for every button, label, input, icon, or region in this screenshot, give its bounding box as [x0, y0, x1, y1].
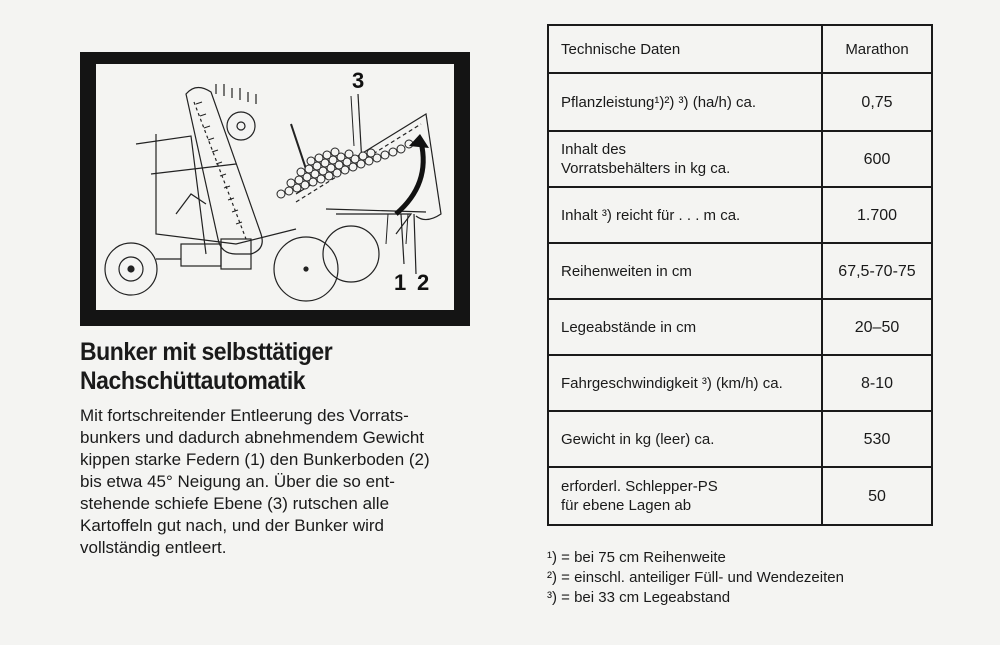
table-header-row	[548, 25, 932, 73]
body-line-6: Kartoffeln gut nach, und der Bunker wird	[80, 516, 384, 535]
row-value: 1.700	[822, 187, 932, 243]
row-label: Pflanzleistung¹)²) ³) (ha/h) ca.	[548, 73, 822, 131]
table-row	[548, 131, 932, 187]
row-value: 530	[822, 411, 932, 467]
footnote-2: ²) = einschl. anteiliger Füll- und Wendezeiten	[547, 569, 844, 586]
footnote-3: ³) = bei 33 cm Legeabstand	[547, 589, 731, 606]
table-row	[548, 187, 932, 243]
row-label: Fahrgeschwindigkeit ³) (km/h) ca.	[548, 355, 822, 411]
header-value: Marathon	[822, 25, 932, 73]
table-row	[548, 411, 932, 467]
body-line-2: bunkers und dadurch abnehmendem Gewicht	[80, 428, 424, 447]
technical-data-table	[547, 24, 933, 526]
label-1: 1	[394, 270, 407, 295]
table-row	[548, 467, 932, 525]
table-row	[548, 299, 932, 355]
body-line-4: bis etwa 45° Neigung an. Über die so ent-	[80, 472, 395, 491]
label-2: 2	[417, 270, 430, 295]
row-value: 20–50	[822, 299, 932, 355]
label-3: 3	[352, 68, 365, 93]
body-line-1: Mit fortschreitender Entleerung des Vorrats-	[80, 406, 409, 425]
heading-line-2: Nachschüttautomatik	[80, 367, 306, 395]
row-label: Inhalt des Vorratsbehälters in kg ca.	[548, 131, 822, 187]
body-line-3: kippen starke Federn (1) den Bunkerboden (2)	[80, 450, 430, 469]
table-row	[548, 355, 932, 411]
row-label: Reihenweiten in cm	[548, 243, 822, 299]
table-row	[548, 73, 932, 131]
footnotes	[547, 548, 844, 608]
body-line-5: stehende schiefe Ebene (3) rutschen alle	[80, 494, 390, 513]
row-value: 67,5-70-75	[822, 243, 932, 299]
table-row	[548, 243, 932, 299]
heading-line-1: Bunker mit selbsttätiger	[80, 338, 333, 366]
row-label: Gewicht in kg (leer) ca.	[548, 411, 822, 467]
row-value: 0,75	[822, 73, 932, 131]
row-label: erforderl. Schlepper-PS für ebene Lagen ab	[548, 467, 822, 525]
row-value: 600	[822, 131, 932, 187]
row-label: Inhalt ³) reicht für . . . m ca.	[548, 187, 822, 243]
footnote-1: ¹) = bei 75 cm Reihenweite	[547, 549, 726, 566]
body-line-7: vollständig entleert.	[80, 538, 227, 557]
illustration-panel	[96, 64, 454, 310]
description-paragraph	[80, 405, 480, 559]
row-value: 8-10	[822, 355, 932, 411]
row-value: 50	[822, 467, 932, 525]
section-heading	[80, 338, 466, 396]
header-label: Technische Daten	[548, 25, 822, 73]
machine-illustration	[80, 52, 470, 326]
row-label: Legeabstände in cm	[548, 299, 822, 355]
